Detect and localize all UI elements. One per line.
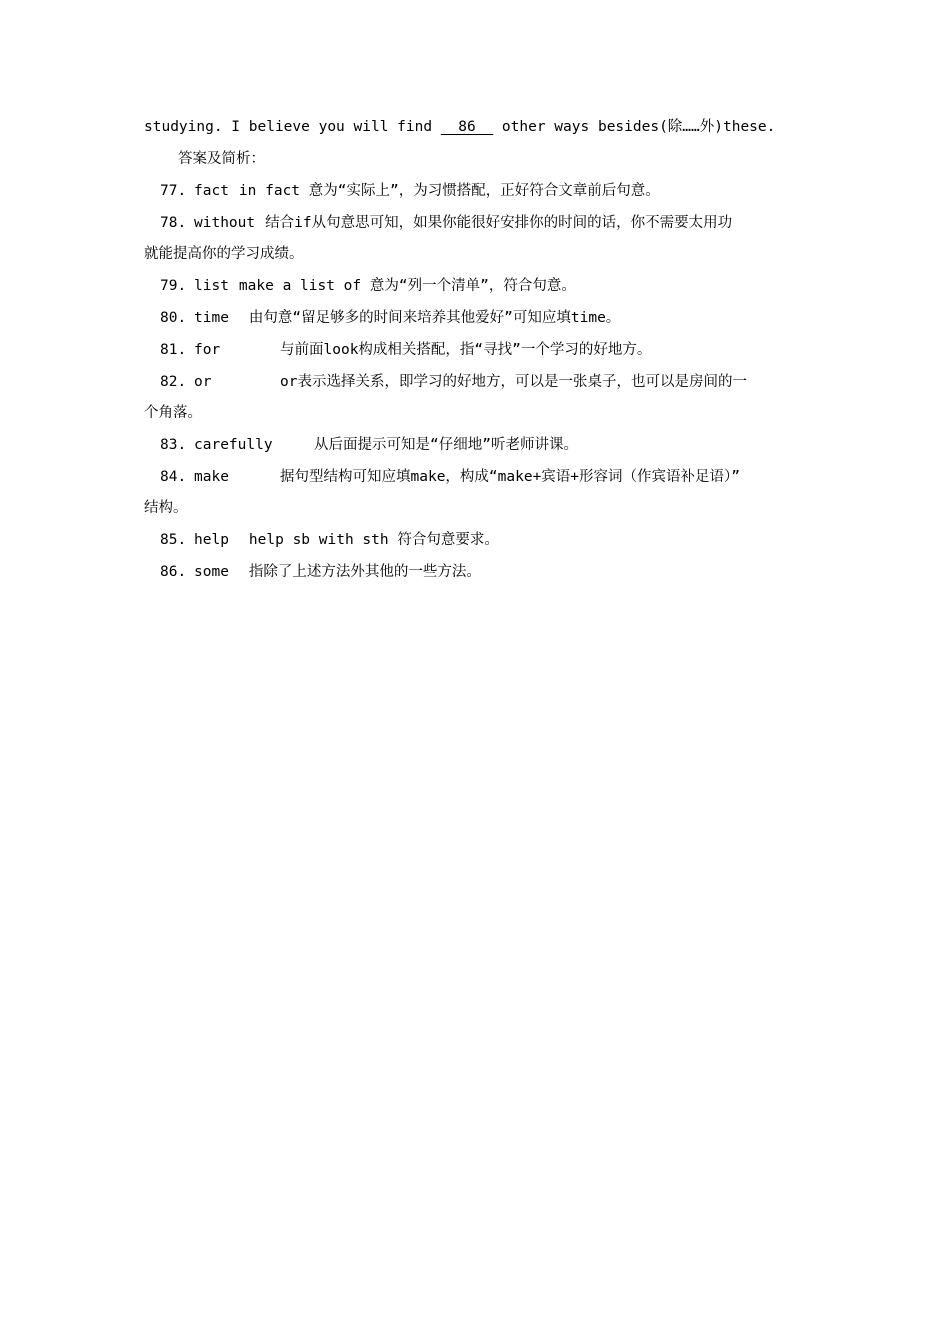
answer-number: 86. xyxy=(160,564,187,580)
answer-79 xyxy=(160,276,830,296)
answer-78 xyxy=(160,213,830,233)
answer-number: 82. xyxy=(160,374,187,390)
answer-number: 77. xyxy=(160,183,187,199)
answer-explanation: help sb with sth 符合句意要求。 xyxy=(248,532,499,548)
answer-explanation: in fact 意为“实际上”，为习惯搭配，正好符合文章前后句意。 xyxy=(238,183,660,199)
answer-explanation: 指除了上述方法外其他的一些方法。 xyxy=(248,564,481,580)
answer-number: 83. xyxy=(160,437,187,453)
answer-explanation: make a list of 意为“列一个清单”，符合句意。 xyxy=(238,278,576,294)
answer-explanation: 从后面提示可知是“仔细地”听老师讲课。 xyxy=(314,437,578,453)
answer-explanation: 据句型结构可知应填make，构成“make+宾语+形容词（作宾语补足语）” xyxy=(280,469,741,485)
passage-tail-line xyxy=(144,117,814,137)
answer-word: help xyxy=(194,532,229,548)
answer-number: 81. xyxy=(160,342,187,358)
answer-82-continued: 个角落。 xyxy=(144,405,202,421)
answer-number: 78. xyxy=(160,215,187,231)
answer-84-continued: 结构。 xyxy=(144,500,188,516)
answer-explanation: 结合if从句意思可知，如果你能很好安排你的时间的话，你不需要太用功 xyxy=(265,215,733,231)
answer-word: without xyxy=(194,215,256,231)
answer-82 xyxy=(160,372,830,392)
answer-number: 79. xyxy=(160,278,187,294)
answer-78-continued: 就能提高你的学习成绩。 xyxy=(144,246,304,262)
answer-83 xyxy=(160,435,830,455)
answer-word: time xyxy=(194,310,229,326)
answer-word: or xyxy=(194,374,212,390)
answer-number: 85. xyxy=(160,532,187,548)
answer-word: some xyxy=(194,564,229,580)
answer-explanation: 与前面look构成相关搭配，指“寻找”一个学习的好地方。 xyxy=(280,342,652,358)
answer-word: for xyxy=(194,342,221,358)
answer-86 xyxy=(160,562,830,582)
answer-word: fact xyxy=(194,183,229,199)
answer-explanation: or表示选择关系，即学习的好地方，可以是一张桌子，也可以是房间的一 xyxy=(280,374,747,390)
passage-text-after: other ways besides(除……外)these. xyxy=(493,119,776,135)
answer-number: 84. xyxy=(160,469,187,485)
answer-heading: 答案及简析： xyxy=(178,151,265,167)
answer-81 xyxy=(160,340,830,360)
answer-number: 80. xyxy=(160,310,187,326)
answer-84 xyxy=(160,467,830,487)
answer-word: make xyxy=(194,469,229,485)
answer-explanation: 由句意“留足够多的时间来培养其他爱好”可知应填time。 xyxy=(248,310,621,326)
blank-86: 86 xyxy=(440,119,494,135)
answer-word: list xyxy=(194,278,229,294)
answer-77 xyxy=(160,181,830,201)
answer-85 xyxy=(160,530,830,550)
answer-80 xyxy=(160,308,830,328)
passage-text-before: studying. I believe you will find xyxy=(144,119,441,135)
answer-word: carefully xyxy=(194,437,273,453)
